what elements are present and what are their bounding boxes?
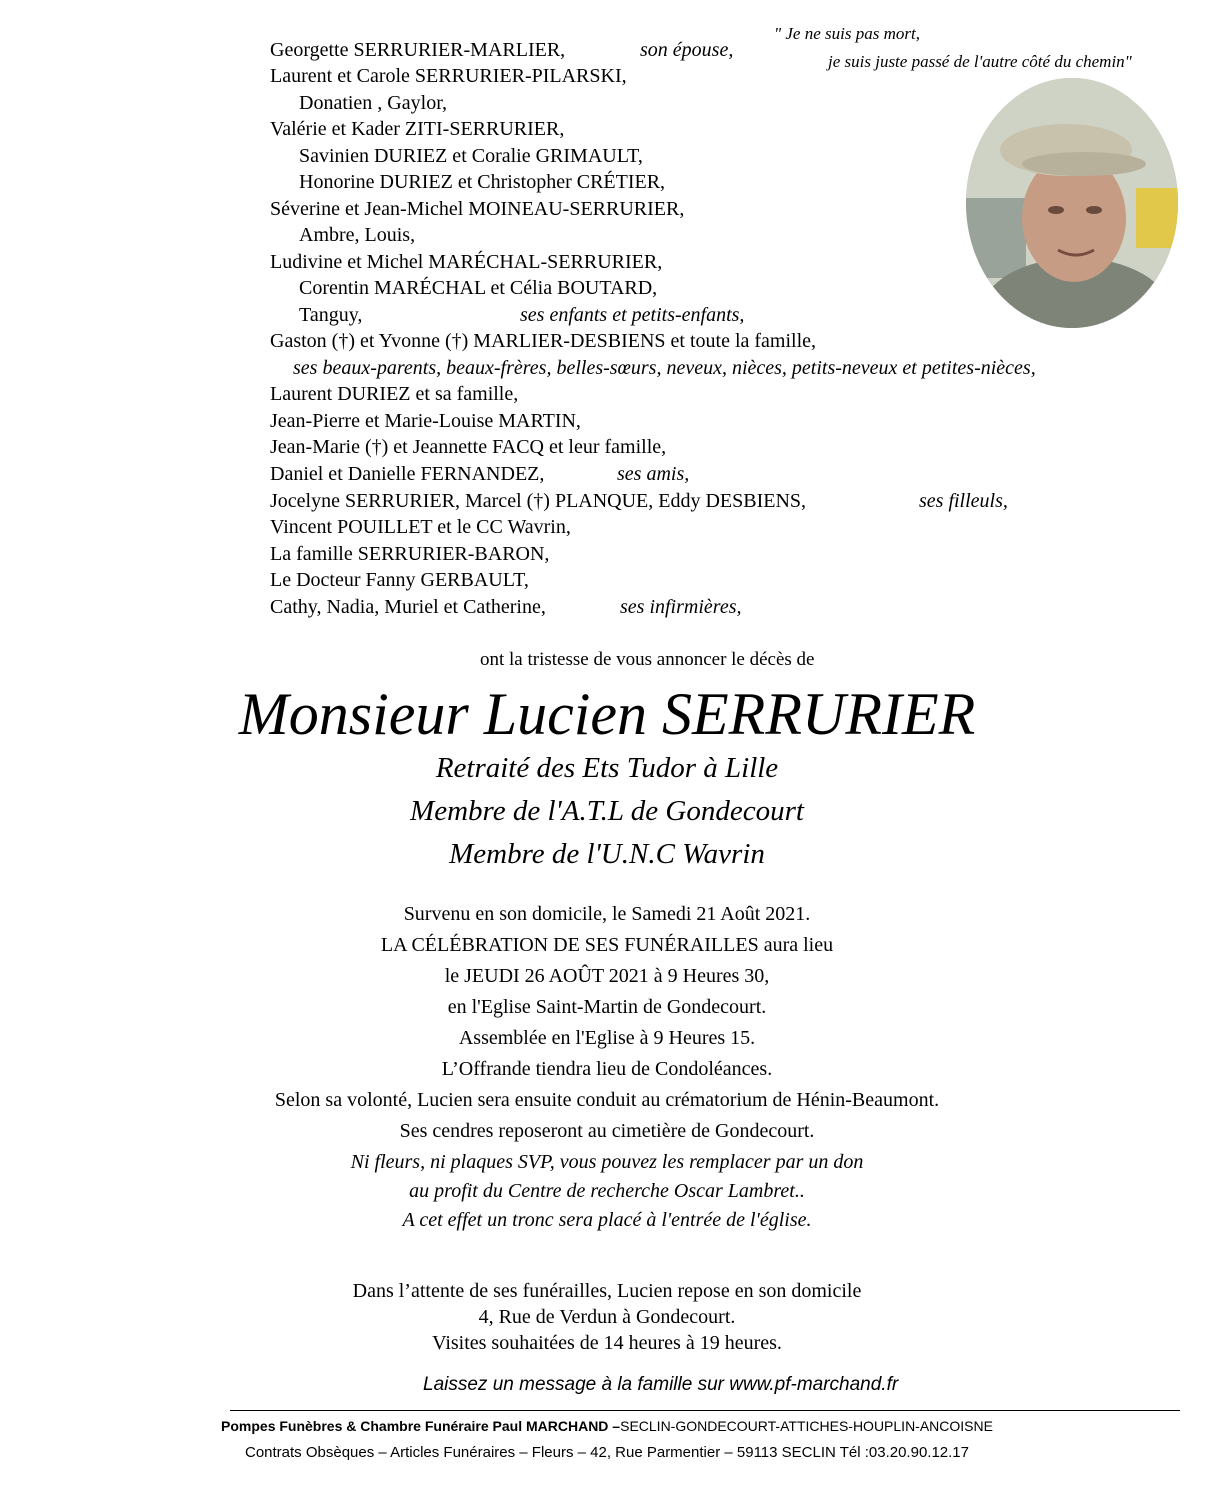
detail-line: au profit du Centre de recherche Oscar Lambret..: [409, 1180, 805, 1202]
footer-company: Pompes Funèbres & Chambre Funéraire Paul MARCHAND –: [221, 1418, 621, 1434]
family-role: ses filleuls,: [919, 490, 1008, 512]
detail-line: Selon sa volonté, Lucien sera ensuite conduit au crématorium de Hénin-Beaumont.: [274, 1089, 940, 1111]
footer-towns: SECLIN-GONDECOURT-ATTICHES-HOUPLIN-ANCOISNE: [620, 1418, 993, 1434]
detail-line: Assemblée en l'Eglise à 9 Heures 15.: [458, 1027, 756, 1049]
family-role: ses amis,: [617, 463, 690, 485]
family-line: Cathy, Nadia, Muriel et Catherine,: [270, 596, 546, 618]
footer-contact-line: Contrats Obsèques – Articles Funéraires – Fleurs – 42, Rue Parmentier – 59113 SECLIN Tél :03.20.90.12.17: [244, 1444, 969, 1461]
deceased-title: Membre de l'A.T.L de Gondecourt: [410, 795, 804, 827]
family-line: Laurent DURIEZ et sa famille,: [270, 383, 519, 405]
family-role: ses beaux-parents, beaux-frères, belles-sœurs, neveux, nièces, petits-neveux et petites-nièces,: [293, 357, 1036, 379]
portrait-photo: [966, 78, 1178, 328]
detail-line: Survenu en son domicile, le Samedi 21 Août 2021.: [403, 903, 811, 925]
detail-line: Ni fleurs, ni plaques SVP, vous pouvez les remplacer par un don: [350, 1151, 864, 1173]
announcement-text: ont la tristesse de vous annoncer le décès de: [480, 649, 815, 670]
family-line: Daniel et Danielle FERNANDEZ,: [270, 463, 545, 485]
family-line: Honorine DURIEZ et Christopher CRÉTIER,: [299, 171, 666, 193]
family-line: Ambre, Louis,: [299, 224, 416, 246]
deceased-title: Membre de l'U.N.C Wavrin: [449, 838, 765, 870]
family-line: La famille SERRURIER-BARON,: [270, 543, 550, 565]
quote-line-2: je suis juste passé de l'autre côté du chemin": [828, 52, 1132, 71]
detail-line: A cet effet un tronc sera placé à l'entrée de l'église.: [402, 1209, 812, 1231]
detail-line: Ses cendres reposeront au cimetière de Gondecourt.: [399, 1120, 815, 1142]
family-role: son épouse,: [640, 39, 734, 61]
detail-line: L’Offrande tiendra lieu de Condoléances.: [441, 1058, 773, 1080]
family-line: Jocelyne SERRURIER, Marcel (†) PLANQUE, Eddy DESBIENS,: [270, 490, 807, 512]
family-line: Le Docteur Fanny GERBAULT,: [270, 569, 529, 591]
family-line: Jean-Marie (†) et Jeannette FACQ et leur famille,: [270, 436, 667, 458]
family-line: Corentin MARÉCHAL et Célia BOUTARD,: [299, 277, 658, 299]
family-line: Séverine et Jean-Michel MOINEAU-SERRURIER,: [270, 198, 685, 220]
visit-line: 4, Rue de Verdun à Gondecourt.: [478, 1306, 736, 1328]
family-line: Jean-Pierre et Marie-Louise MARTIN,: [270, 410, 581, 432]
family-line: Vincent POUILLET et le CC Wavrin,: [270, 516, 571, 538]
family-line: Ludivine et Michel MARÉCHAL-SERRURIER,: [270, 251, 663, 273]
detail-line: en l'Eglise Saint-Martin de Gondecourt.: [447, 996, 767, 1018]
family-line: Laurent et Carole SERRURIER-PILARSKI,: [270, 65, 627, 87]
portrait-illustration: [966, 78, 1178, 328]
family-line: Georgette SERRURIER-MARLIER,: [270, 39, 566, 61]
message-link[interactable]: Laissez un message à la famille sur www.pf-marchand.fr: [423, 1374, 899, 1395]
family-role: ses infirmières,: [620, 596, 742, 618]
family-role: ses enfants et petits-enfants,: [520, 304, 745, 326]
family-line: Valérie et Kader ZITI-SERRURIER,: [270, 118, 565, 140]
detail-line: le JEUDI 26 AOÛT 2021 à 9 Heures 30,: [444, 965, 770, 987]
family-line: Tanguy,: [299, 304, 363, 326]
footer-company-line: [0, 1418, 1214, 1434]
detail-line: LA CÉLÉBRATION DE SES FUNÉRAILLES aura lieu: [380, 934, 834, 956]
visit-line: Visites souhaitées de 14 heures à 19 heures.: [432, 1332, 782, 1354]
quote-line-1: " Je ne suis pas mort,: [774, 24, 920, 43]
deceased-name: Monsieur Lucien SERRURIER: [238, 681, 976, 747]
family-line: Savinien DURIEZ et Coralie GRIMAULT,: [299, 145, 643, 167]
family-line: Donatien , Gaylor,: [299, 92, 448, 114]
visit-line: Dans l’attente de ses funérailles, Lucien repose en son domicile: [352, 1280, 862, 1302]
family-line: Gaston (†) et Yvonne (†) MARLIER-DESBIENS et toute la famille,: [270, 330, 817, 352]
footer-divider: [230, 1410, 1180, 1411]
deceased-title: Retraité des Ets Tudor à Lille: [435, 752, 779, 784]
